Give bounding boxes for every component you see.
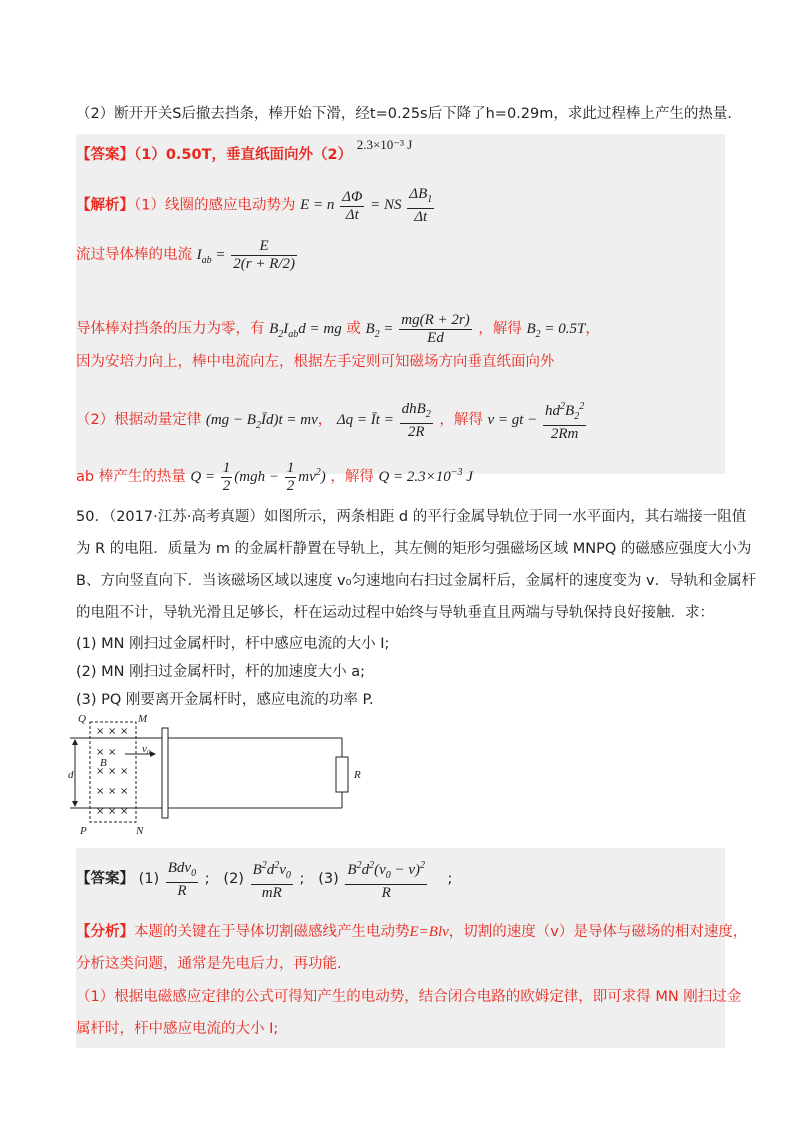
svg-text:×: × — [120, 786, 129, 797]
svg-text:×: × — [120, 766, 129, 777]
problem-50-line-3: B、方向竖直向下．当该磁场区域以速度 v₀匀速地向右扫过金属杆后，金属杆的速度变为 v．导轨和金属杆 — [76, 573, 757, 589]
question-1: (1) MN 刚扫过金属杆时，杆中感应电流的大小 I; — [76, 636, 390, 652]
svg-text:×: × — [108, 766, 117, 777]
analysis-line-5: （2）根据动量定律 $(mg - B_2Īd)t$ = mv， Δq = Īt = $\frac{dhB_2}{2R}$ ，解得 v = gt − $\frac{hd^2B_2^2}{2Rm}$ — [76, 398, 588, 443]
answer-value: 2.3×10⁻³ J — [356, 137, 413, 152]
current-formula: $I_{ab}$ = $\frac{E}{2(r + R/2)}$ — [196, 238, 296, 272]
label-N: N — [136, 825, 144, 837]
analysis-line-4: 因为安培力向上，棒中电流向左，根据左手定则可知磁场方向垂直纸面向外 — [76, 354, 555, 370]
metal-rod — [162, 728, 168, 818]
svg-text:×: × — [108, 747, 117, 758]
label-Q: Q — [78, 713, 86, 725]
svg-text:×: × — [96, 806, 105, 817]
svg-text:×: × — [108, 786, 117, 797]
svg-text:×: × — [96, 786, 105, 797]
problem-50-line-4: 的电阻不计，导轨光滑且足够长，杆在运动过程中始终与导轨垂直且两端与导轨保持良好接触．求： — [76, 605, 714, 621]
question-2: (2) MN 刚扫过金属杆时，杆的加速度大小 a; — [76, 664, 365, 680]
analysis-line-2: 流过导体棒的电流 $I_{ab}$ = $\frac{E}{2(r + R/2)}$ — [76, 238, 299, 273]
question-part2: （2）断开开关S后撤去挡条，棒开始下滑，经t=0.25s后下降了h=0.29m，求此过程棒上产生的热量. — [76, 106, 732, 122]
circuit-diagram — [70, 712, 370, 842]
svg-text:×: × — [108, 726, 117, 737]
svg-text:×: × — [120, 806, 129, 817]
analysis2-line-2: 分析这类问题，通常是先电后力，再功能. — [76, 956, 342, 972]
label-M: M — [138, 713, 148, 725]
svg-text:×: × — [96, 766, 105, 777]
resistor — [336, 757, 348, 792]
answer-1 — [76, 137, 413, 164]
svg-text:×: × — [120, 726, 129, 737]
label-v0: v₀ — [142, 743, 151, 755]
label-d: d — [68, 769, 74, 781]
cross-mark: × — [96, 726, 105, 737]
label-P: P — [80, 825, 87, 837]
emf-formula: E = n $\frac{\Delta\Phi}{\Delta t}$ = NS $\frac{\Delta B_1}{\Delta t}$ — [300, 186, 433, 225]
label-B: B — [100, 757, 107, 769]
question-3: (3) PQ 刚要离开金属杆时，感应电流的功率 P. — [76, 692, 374, 708]
analysis2-line-3: （1）根据电磁感应定律的公式可得知产生的电动势，结合闭合电路的欧姆定律，即可求得 MN 刚扫过金 — [76, 989, 742, 1005]
analysis2-line-1: 【分析】本题的关键在于导体切割磁感线产生电动势E=Blv，切割的速度（v）是导体与磁场的相对速度， — [76, 924, 748, 940]
analysis-line-3: 导体棒对挡条的压力为零，有 $B_2I_{ab}d$ = mg 或 $B_2$ = $\frac{mg(R + 2r)}{Ed}$ ，解得 $B_2 = 0.5T$， — [76, 312, 600, 346]
problem-50-line-1: 50．（2017·江苏·高考真题）如图所示，两条相距 d 的平行金属导轨位于同一水平面内，其右端接一阻值 — [76, 509, 747, 525]
analysis-line-6: ab 棒产生的热量 Q = $\frac{1}{2}$ (mgh − $\frac{1}{2}$ $mv^2$) ，解得 $Q = 2.3\times 10^{-3}$ J — [76, 460, 473, 494]
answer-label: 【答案】 — [76, 147, 134, 163]
answer-2: 【答案】 (1) $\frac{Bdv_0}{R}$ ; (2) $\frac{B^2d^2v_0}{mR}$ ; (3) $\frac{B^2d^2(v_0 - v)^2}{R}$ ; — [76, 857, 452, 902]
problem-50-line-2: 为 R 的电阻．质量为 m 的金属杆静置在导轨上，其左侧的矩形匀强磁场区域 MNPQ 的磁感应强度大小为 — [76, 541, 752, 557]
analysis-line-1: 【解析】（1）线圈的感应电动势为 E = n $\frac{\Delta\Phi}{\Delta t}$ = NS $\frac{\Delta B_1}{\Delta t}$ — [76, 186, 436, 226]
svg-text:×: × — [108, 806, 117, 817]
label-R: R — [354, 769, 361, 781]
svg-text:×: × — [96, 747, 105, 758]
analysis2-line-4: 属杆时，杆中感应电流的大小 I; — [76, 1021, 279, 1037]
answer-text: （1）0.50T，垂直纸面向外（2） — [134, 147, 353, 163]
analysis-label: 【解析】 — [76, 197, 134, 214]
